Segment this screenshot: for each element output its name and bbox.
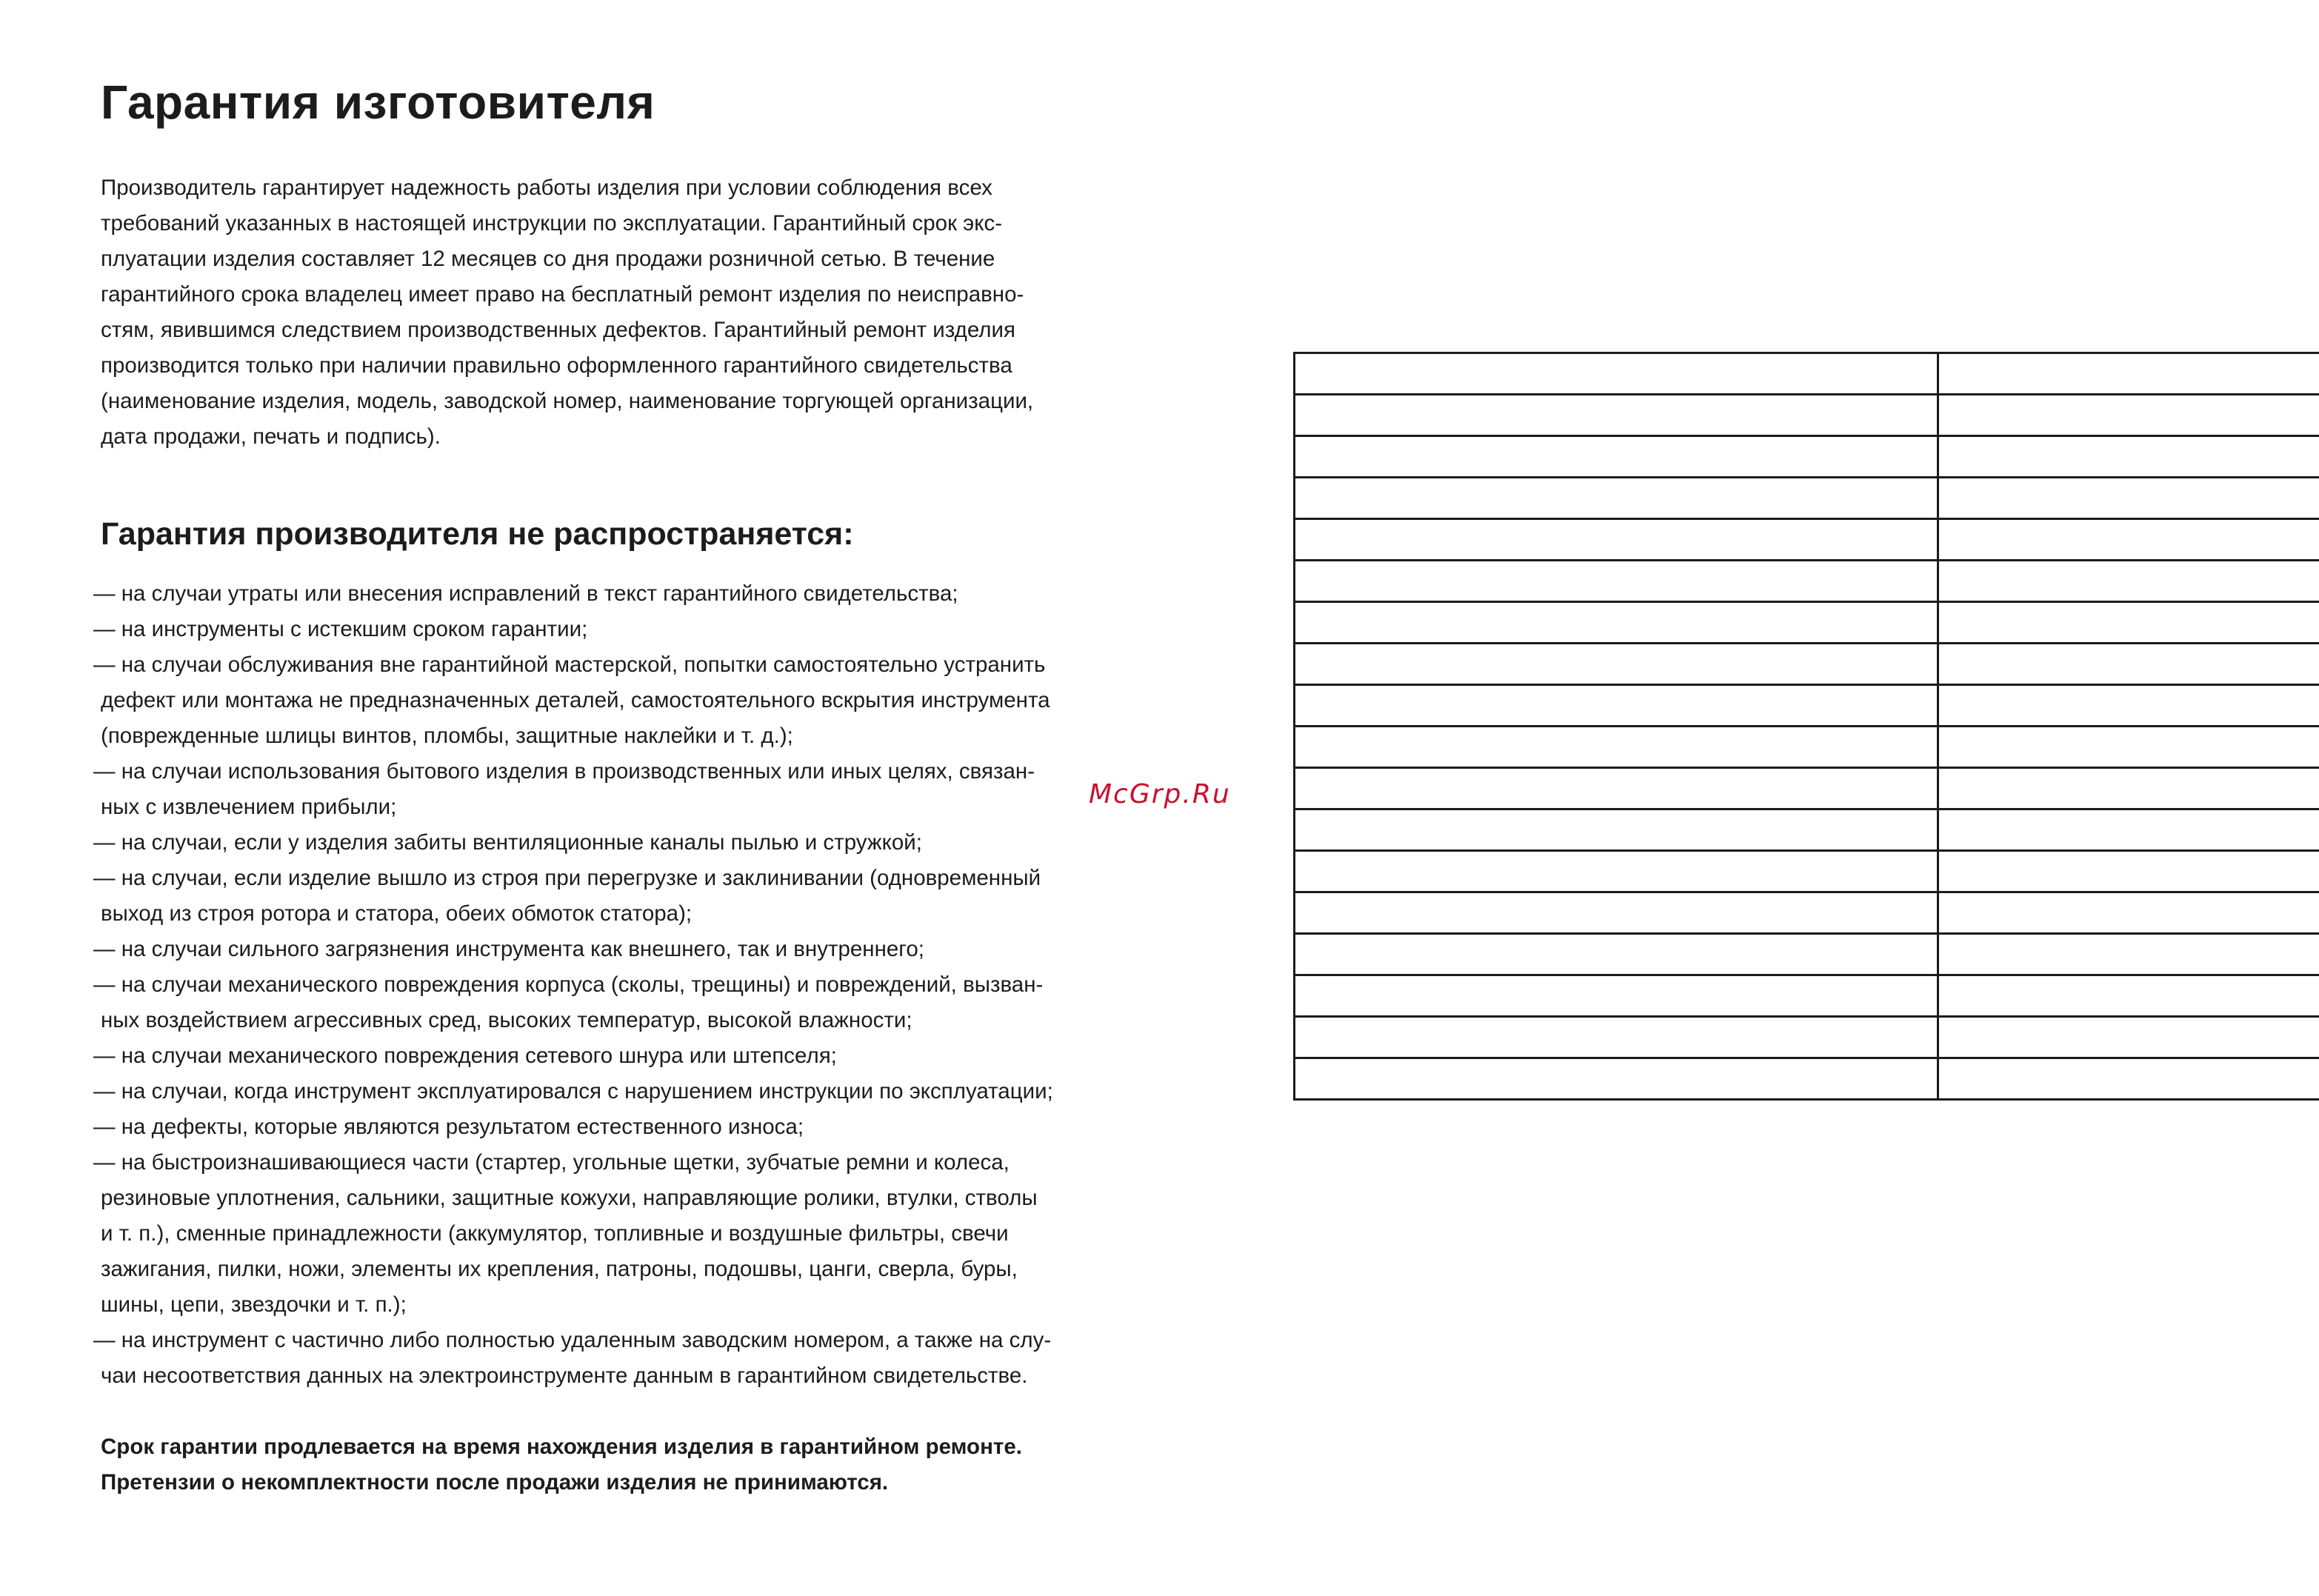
- table-cell: [1938, 1017, 2319, 1058]
- exclusion-line: дефект или монтажа не предназначенных деталей, самостоятельного вскрытия инструмента: [101, 688, 1050, 712]
- table-cell: [1938, 436, 2319, 478]
- exclusion-line: — на случаи сильного загрязнения инструмента как внешнего, так и внутреннего;: [93, 937, 924, 961]
- table-cell: [1295, 1058, 1938, 1100]
- exclusion-line: — на случаи, если у изделия забиты вентиляционные каналы пылью и стружкой;: [93, 830, 922, 855]
- table-row: [1295, 1017, 2319, 1058]
- table-row: [1295, 1058, 2319, 1100]
- table-cell: [1295, 892, 1938, 934]
- table-cell: [1295, 975, 1938, 1017]
- table-cell: [1938, 395, 2319, 436]
- exclusion-line: шины, цепи, звездочки и т. п.);: [101, 1292, 407, 1317]
- table-row: [1295, 768, 2319, 809]
- table-cell: [1295, 851, 1938, 892]
- table-cell: [1938, 934, 2319, 975]
- exclusion-line: — на инструменты с истекшим сроком гарантии;: [93, 617, 588, 641]
- table-cell: [1938, 685, 2319, 727]
- intro-line: гарантийного срока владелец имеет право на бесплатный ремонт изделия по неисправно-: [101, 282, 1024, 307]
- exclusion-line: — на случаи, если изделие вышло из строя при перегрузке и заклинивании (одновременный: [93, 866, 1041, 890]
- table-row: [1295, 644, 2319, 685]
- table-cell: [1295, 768, 1938, 809]
- intro-line: производится только при наличии правильно оформленного гарантийного свидетельства: [101, 353, 1012, 378]
- table-cell: [1938, 644, 2319, 685]
- table-cell: [1295, 644, 1938, 685]
- intro-line: дата продажи, печать и подпись).: [101, 424, 441, 449]
- footer-note: [101, 1429, 1022, 1500]
- exclusion-line: — на инструмент с частично либо полностью удаленным заводским номером, а также на слу-: [93, 1328, 1052, 1352]
- exclusion-line: резиновые уплотнения, сальники, защитные кожухи, направляющие ролики, втулки, стволы: [101, 1186, 1038, 1210]
- table-row: [1295, 436, 2319, 478]
- table-row: [1295, 478, 2319, 519]
- exclusion-line: зажигания, пилки, ножи, элементы их крепления, патроны, подошвы, цанги, сверла, буры,: [101, 1257, 1018, 1281]
- table-cell: [1295, 1017, 1938, 1058]
- table-row: [1295, 892, 2319, 934]
- table-cell: [1938, 809, 2319, 851]
- exclusion-line: — на случаи механического повреждения сетевого шнура или штепселя;: [93, 1044, 837, 1068]
- warranty-record-table: [1293, 352, 2319, 1101]
- table-cell: [1295, 561, 1938, 602]
- watermark: McGrp.Ru: [1089, 779, 1231, 809]
- table-cell: [1938, 975, 2319, 1017]
- table-row: [1295, 519, 2319, 561]
- exclusion-line: ных воздействием агрессивных сред, высоких температур, высокой влажности;: [101, 1008, 912, 1032]
- exclusion-line: ных с извлечением прибыли;: [101, 795, 397, 819]
- table-row: [1295, 685, 2319, 727]
- table-cell: [1295, 934, 1938, 975]
- table-row: [1295, 727, 2319, 768]
- table-cell: [1295, 519, 1938, 561]
- table-row: [1295, 602, 2319, 644]
- table-cell: [1938, 353, 2319, 395]
- table-row: [1295, 353, 2319, 395]
- exclusion-line: выход из строя ротора и статора, обеих обмоток статора);: [101, 901, 693, 926]
- exclusion-line: чаи несоответствия данных на электроинструменте данным в гарантийном свидетельстве.: [101, 1363, 1028, 1388]
- exclusion-line: — на случаи обслуживания вне гарантийной мастерской, попытки самостоятельно устранить: [93, 652, 1046, 677]
- footer-line: Срок гарантии продлевается на время нахождения изделия в гарантийном ремонте.: [101, 1435, 1022, 1459]
- exclusion-line: и т. п.), сменные принадлежности (аккумулятор, топливные и воздушные фильтры, свечи: [101, 1221, 1009, 1246]
- exclusion-line: — на случаи использования бытового изделия в производственных или иных целях, связан-: [93, 759, 1035, 784]
- intro-paragraph: [101, 170, 1138, 455]
- table-cell: [1295, 478, 1938, 519]
- exclusion-line: (поврежденные шлицы винтов, пломбы, защитные наклейки и т. д.);: [101, 724, 793, 748]
- exclusions-list: [93, 576, 1167, 1394]
- footer-line: Претензии о некомплектности после продажи изделия не принимаются.: [101, 1470, 889, 1495]
- exclusion-line: — на дефекты, которые являются результатом естественного износа;: [93, 1115, 804, 1139]
- table-cell: [1938, 519, 2319, 561]
- exclusion-line: — на быстроизнашивающиеся части (стартер, угольные щетки, зубчатые ремни и колеса,: [93, 1150, 1010, 1175]
- intro-line: плуатации изделия составляет 12 месяцев со дня продажи розничной сетью. В течение: [101, 247, 995, 271]
- exclusion-line: — на случаи утраты или внесения исправлений в текст гарантийного свидетельства;: [93, 581, 958, 606]
- table-cell: [1938, 602, 2319, 644]
- intro-line: требований указанных в настоящей инструкции по эксплуатации. Гарантийный срок экс-: [101, 211, 1003, 236]
- table-cell: [1938, 561, 2319, 602]
- table-cell: [1938, 478, 2319, 519]
- table-row: [1295, 809, 2319, 851]
- table-cell: [1295, 353, 1938, 395]
- table-cell: [1938, 768, 2319, 809]
- page-title: Гарантия изготовителя: [101, 76, 655, 129]
- table-cell: [1295, 809, 1938, 851]
- table-cell: [1938, 892, 2319, 934]
- exclusion-line: — на случаи механического повреждения корпуса (сколы, трещины) и повреждений, вызван-: [93, 972, 1044, 997]
- table-cell: [1295, 436, 1938, 478]
- warranty-record-table-body: [1295, 353, 2319, 1100]
- table-row: [1295, 561, 2319, 602]
- intro-line: (наименование изделия, модель, заводской номер, наименование торгующей организации,: [101, 389, 1034, 413]
- intro-line: стям, явившимся следствием производственных дефектов. Гарантийный ремонт изделия: [101, 318, 1015, 342]
- table-cell: [1295, 727, 1938, 768]
- table-cell: [1938, 1058, 2319, 1100]
- table-row: [1295, 395, 2319, 436]
- exclusion-line: — на случаи, когда инструмент эксплуатировался с нарушением инструкции по эксплуатации;: [93, 1079, 1053, 1103]
- table-cell: [1295, 395, 1938, 436]
- table-row: [1295, 934, 2319, 975]
- table-cell: [1938, 727, 2319, 768]
- table-row: [1295, 851, 2319, 892]
- intro-line: Производитель гарантирует надежность работы изделия при условии соблюдения всех: [101, 176, 992, 200]
- table-cell: [1295, 602, 1938, 644]
- exclusions-heading: Гарантия производителя не распространяется:: [101, 516, 854, 552]
- table-cell: [1938, 851, 2319, 892]
- table-cell: [1295, 685, 1938, 727]
- table-row: [1295, 975, 2319, 1017]
